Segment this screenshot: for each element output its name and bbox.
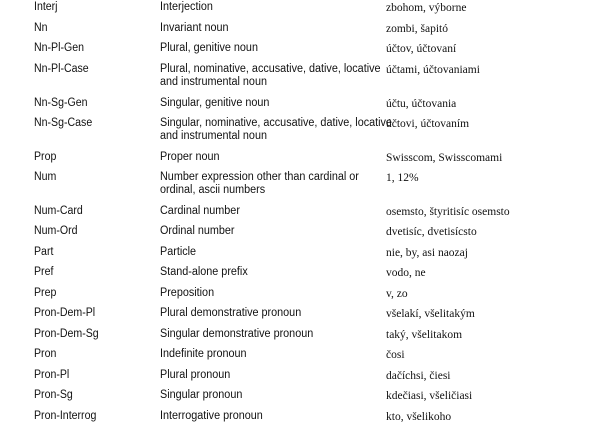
table-row xyxy=(34,245,594,265)
description-cell: Particle xyxy=(160,246,197,258)
table-row xyxy=(34,150,594,170)
table-row xyxy=(34,265,594,286)
tag-cell: Pron-Dem-Sg xyxy=(34,328,99,340)
table-row xyxy=(34,0,594,21)
tag-cell: Pron-Interrog xyxy=(34,410,97,422)
tag-cell: Pron-Pl xyxy=(34,369,70,381)
examples-cell: v, zo xyxy=(386,288,408,300)
examples-cell: osemsto, štyritisíc osemsto xyxy=(386,206,510,218)
tag-cell: Nn-Sg-Gen xyxy=(34,97,88,109)
examples-cell: nie, by, asi naozaj xyxy=(386,247,468,259)
tag-cell: Num-Card xyxy=(34,205,83,217)
tag-cell: Prop xyxy=(34,151,57,163)
tag-cell: Pron-Sg xyxy=(34,389,73,401)
tag-cell: Nn-Pl-Case xyxy=(34,63,89,75)
description-cell: Interjection xyxy=(160,1,213,13)
description-cell: Number expression other than cardinal or ordinal, ascii numbers xyxy=(160,171,359,196)
table-row xyxy=(34,204,594,224)
tag-cell: Part xyxy=(34,246,54,258)
description-cell: Stand-alone prefix xyxy=(160,266,248,278)
examples-cell: účtami, účtovaniami xyxy=(386,64,480,76)
tag-cell: Prep xyxy=(34,287,57,299)
table-row xyxy=(34,62,594,96)
tag-cell: Nn-Sg-Case xyxy=(34,117,93,129)
examples-cell: 1, 12% xyxy=(386,172,419,184)
table-row xyxy=(34,286,594,306)
tag-cell: Num-Ord xyxy=(34,225,78,237)
table-row xyxy=(34,327,594,347)
examples-cell: Swisscom, Swisscomami xyxy=(386,152,503,164)
tag-cell: Nn xyxy=(34,22,48,34)
description-cell: Plural demonstrative pronoun xyxy=(160,307,302,319)
table-row xyxy=(34,96,594,116)
examples-cell: vodo, ne xyxy=(386,267,426,279)
description-cell: Singular pronoun xyxy=(160,389,243,401)
table-row xyxy=(34,170,594,204)
table-row xyxy=(34,21,594,41)
tag-cell: Interj xyxy=(34,1,58,13)
description-cell: Interrogative pronoun xyxy=(160,410,263,422)
description-cell: Plural pronoun xyxy=(160,369,231,381)
tag-table xyxy=(34,0,594,429)
examples-cell: dačíchsi, čiesi xyxy=(386,370,451,382)
description-cell: Proper noun xyxy=(160,151,220,163)
table-row xyxy=(34,347,594,368)
examples-cell: účtov, účtovaní xyxy=(386,43,457,55)
examples-cell: zombi, šapitó xyxy=(386,23,448,35)
examples-cell: zbohom, výborne xyxy=(386,2,467,14)
description-cell: Plural, nominative, accusative, dative, locative and instrumental noun xyxy=(160,63,381,88)
examples-cell: čosi xyxy=(386,349,405,361)
description-cell: Indefinite pronoun xyxy=(160,348,247,360)
tag-cell: Nn-Pl-Gen xyxy=(34,42,84,54)
tag-cell: Pron xyxy=(34,348,57,360)
table-row xyxy=(34,388,594,409)
tag-cell: Pron-Dem-Pl xyxy=(34,307,96,319)
examples-cell: všelakí, všelitakým xyxy=(386,308,475,320)
examples-cell: účtu, účtovania xyxy=(386,98,457,110)
table-row xyxy=(34,409,594,429)
tag-cell: Pref xyxy=(34,266,54,278)
examples-cell: kdečiasi, všeličiasi xyxy=(386,390,473,402)
description-cell: Singular, nominative, accusative, dative, locative and instrumental noun xyxy=(160,117,392,142)
description-cell: Singular demonstrative pronoun xyxy=(160,328,314,340)
examples-cell: účtovi, účtovaním xyxy=(386,118,470,130)
examples-cell: kto, všelikoho xyxy=(386,411,452,423)
examples-cell: taký, všelitakom xyxy=(386,329,463,341)
description-cell: Preposition xyxy=(160,287,215,299)
table-row xyxy=(34,116,594,150)
table-row xyxy=(34,306,594,327)
description-cell: Ordinal number xyxy=(160,225,235,237)
table-row xyxy=(34,41,594,62)
description-cell: Plural, genitive noun xyxy=(160,42,258,54)
description-cell: Invariant noun xyxy=(160,22,229,34)
examples-cell: dvetisíc, dvetisícsto xyxy=(386,226,477,238)
table-row xyxy=(34,368,594,388)
table-row xyxy=(34,224,594,245)
tag-cell: Num xyxy=(34,171,57,183)
description-cell: Cardinal number xyxy=(160,205,240,217)
description-cell: Singular, genitive noun xyxy=(160,97,270,109)
